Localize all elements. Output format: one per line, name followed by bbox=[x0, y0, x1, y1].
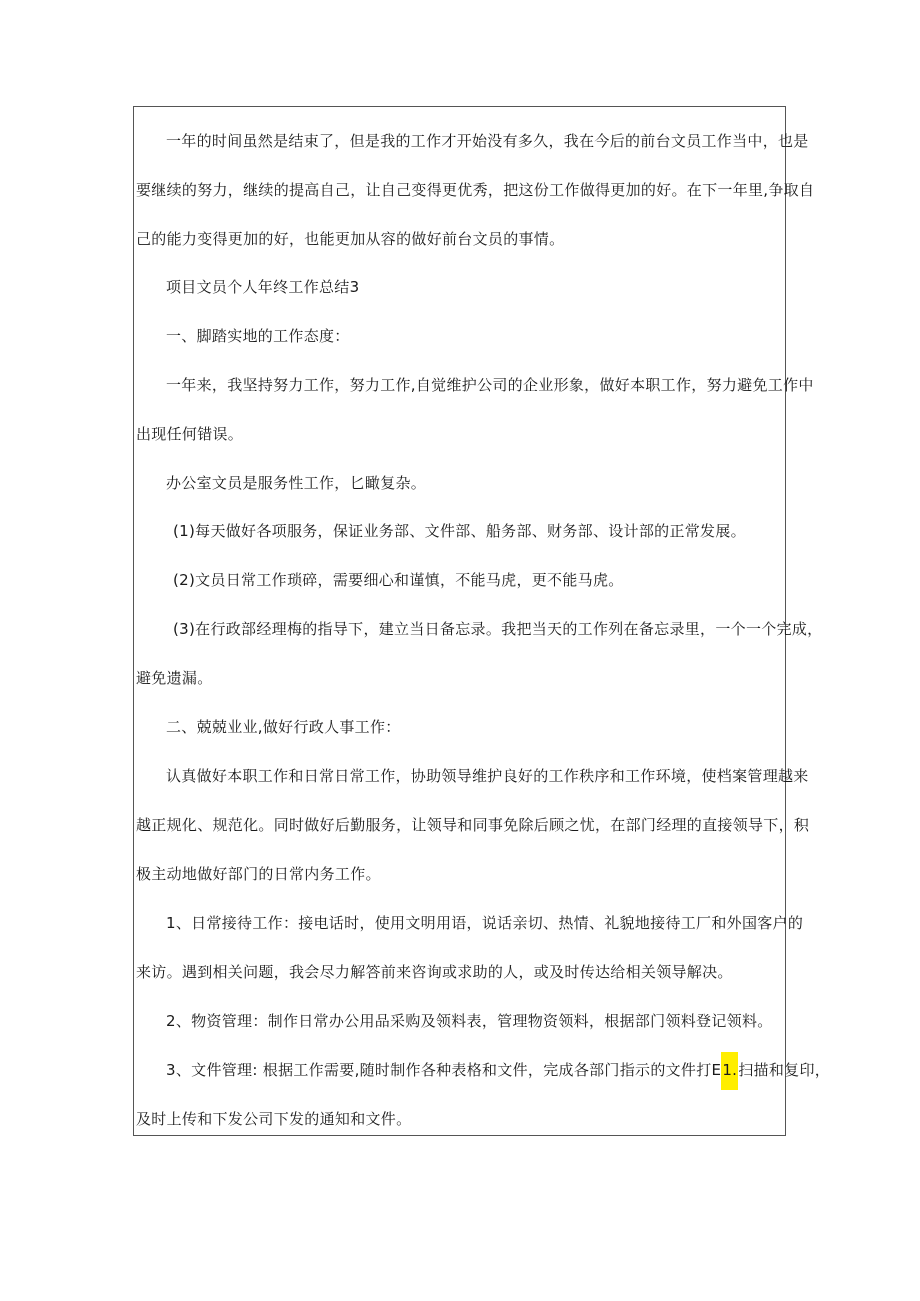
list-item: (1)每天做好各项服务，保证业务部、文件部、船务部、财务部、设计部的正常发展。 bbox=[173, 522, 746, 540]
paragraph-line: 来访。遇到相关问题，我会尽力解答前来咨询或求助的人，或及时传达给相关领导解决。 bbox=[136, 963, 733, 981]
section-heading: 一、脚踏实地的工作态度： bbox=[166, 327, 350, 345]
paragraph-line: 一年的时间虽然是结束了，但是我的工作才开始没有多久，我在今后的前台文员工作当中，也是 bbox=[166, 132, 809, 150]
paragraph-line: 越正规化、规范化。同时做好后勤服务，让领导和同事免除后顾之忧，在部门经理的直接领导下，积 bbox=[136, 816, 810, 834]
list-item: (2)文员日常工作琐碎，需要细心和谨慎，不能马虎，更不能马虎。 bbox=[173, 571, 624, 589]
paragraph-line: 办公室文员是服务性工作，匕瞰复杂。 bbox=[166, 474, 427, 492]
paragraph-line: 认真做好本职工作和日常日常工作，协助领导维护良好的工作秩序和工作环境，使档案管理越来 bbox=[166, 767, 809, 785]
list-item: 1、日常接待工作：接电话时，使用文明用语，说话亲切、热情、礼貌地接待工厂和外国客户的 bbox=[166, 914, 804, 932]
highlighted-text: 1. bbox=[721, 1052, 738, 1090]
section-title: 项目文员个人年终工作总结3 bbox=[166, 278, 360, 296]
list-item-text: 3、文件管理: 根据工作需要,随时制作各种表格和文件，完成各部门指示的文件打E bbox=[166, 1061, 722, 1079]
paragraph-line: 及时上传和下发公司下发的通知和文件。 bbox=[136, 1110, 412, 1128]
paragraph-line: 要继续的努力，继续的提高自己，让自己变得更优秀，把这份工作做得更加的好。在下一年里,争取自 bbox=[136, 181, 815, 199]
list-item: (3)在行政部经理梅的指导下，建立当日备忘录。我把当天的工作列在备忘录里，一个一个完成， bbox=[173, 620, 823, 638]
list-item: 2、物资管理：制作日常办公用品采购及领料表，管理物资领料，根据部门领料登记领料。 bbox=[166, 1012, 773, 1030]
list-item bbox=[166, 1060, 830, 1080]
paragraph-line: 一年来，我坚持努力工作，努力工作,自觉维护公司的企业形象，做好本职工作，努力避免工作中 bbox=[166, 376, 814, 394]
paragraph-line: 避免遗漏。 bbox=[136, 669, 213, 687]
section-heading: 二、兢兢业业,做好行政人事工作： bbox=[166, 718, 401, 736]
list-item-text: 扫描和复印， bbox=[738, 1061, 831, 1079]
paragraph-line: 出现任何错误。 bbox=[136, 425, 244, 443]
paragraph-line: 极主动地做好部门的日常内务工作。 bbox=[136, 865, 381, 883]
paragraph-line: 己的能力变得更加的好，也能更加从容的做好前台文员的事情。 bbox=[136, 230, 565, 248]
